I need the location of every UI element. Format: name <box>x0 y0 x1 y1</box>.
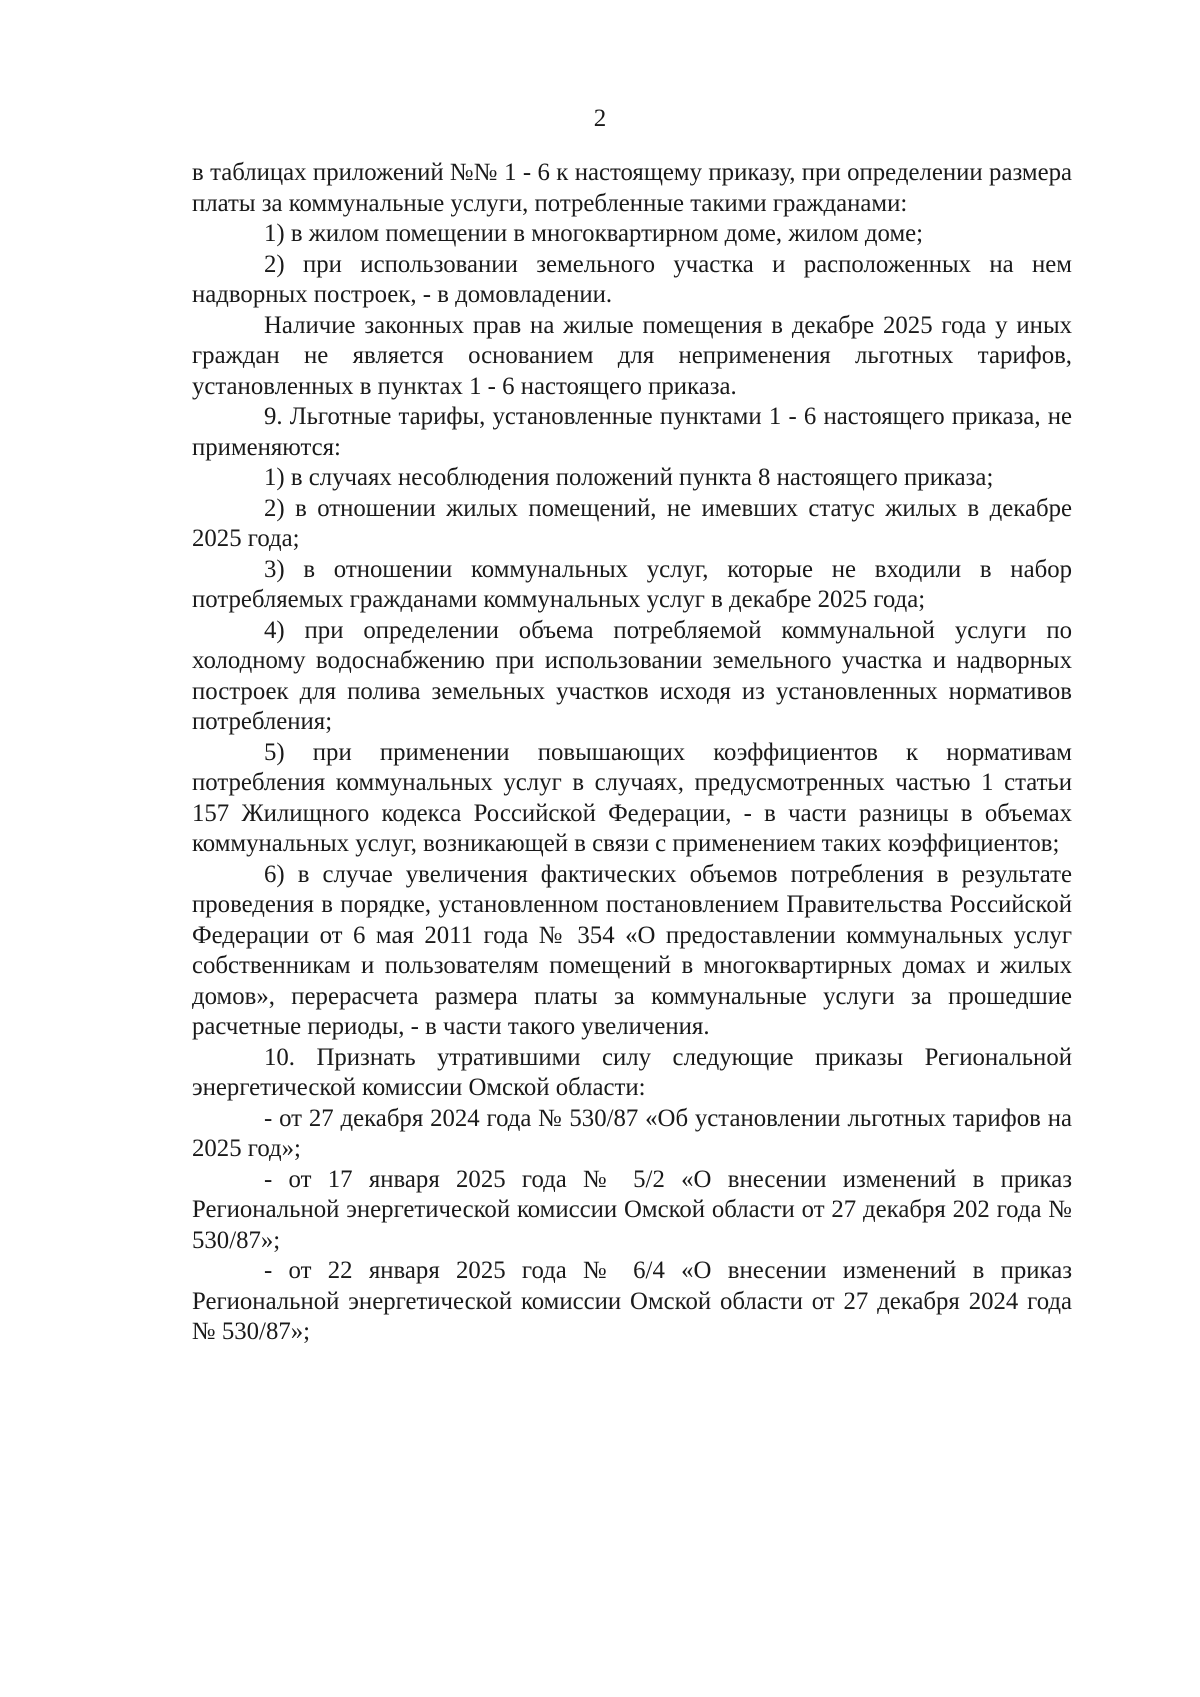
paragraph: - от 22 января 2025 года № 6/4 «О внесении изменений в приказ Региональной энергетической комиссии Омской области от 27 декабря 2024 года № 530/87»; <box>192 1257 1072 1345</box>
paragraph: 3) в отношении коммунальных услуг, которые не входили в набор потребляемых гражданами коммунальных услуг в декабре 2025 года; <box>192 555 1072 613</box>
paragraph: в таблицах приложений №№ 1 - 6 к настоящему приказу, при определении размера платы за коммунальные услуги, потребленные такими гражданами: <box>192 159 1072 217</box>
paragraph: - от 27 декабря 2024 года № 530/87 «Об установлении льготных тарифов на 2025 год»; <box>192 1104 1072 1162</box>
paragraph: 1) в жилом помещении в многоквартирном доме, жилом доме; <box>264 220 924 247</box>
paragraph: 2) в отношении жилых помещений, не имевших статус жилых в декабре 2025 года; <box>192 494 1072 552</box>
paragraph: 2) при использовании земельного участка и расположенных на нем надворных построек, - в домовладении. <box>192 250 1072 308</box>
paragraph: Наличие законных прав на жилые помещения в декабре 2025 года у иных граждан не является основанием для неприменения льготных тарифов, установленных в пунктах 1 - 6 настоящего приказа. <box>192 311 1072 400</box>
document-body <box>192 158 1072 1348</box>
paragraph: 6) в случае увеличения фактических объемов потребления в результате проведения в порядке, установленном постановлением Правительства Российской Федерации от 6 мая 2011 года № 354 «О предоставлении коммунальных услуг собственникам и пользователям помещений в многоквартирных домах и жилых домов», перерасчета размера платы за коммунальные услуги за прошедшие расчетные периоды, - в части такого увеличения. <box>192 860 1072 1040</box>
page-number: 2 <box>593 105 607 132</box>
paragraph: 4) при определении объема потребляемой коммунальной услуги по холодному водоснабжению при использовании земельного участка и надворных построек для полива земельных участков исходя из установленных нормативов потребления; <box>192 616 1072 735</box>
paragraph: 5) при применении повышающих коэффициентов к нормативам потребления коммунальных услуг в случаях, предусмотренных частью 1 статьи 157 Жилищного кодекса Российской Федерации, - в части разницы в объемах коммунальных услуг, возникающей в связи с применением таких коэффициентов; <box>192 738 1072 857</box>
paragraph: 10. Признать утратившими силу следующие приказы Региональной энергетической комиссии Омской области: <box>192 1043 1072 1101</box>
paragraph: 1) в случаях несоблюдения положений пункта 8 настоящего приказа; <box>264 464 994 491</box>
paragraph: 9. Льготные тарифы, установленные пунктами 1 - 6 настоящего приказа, не применяются: <box>192 403 1072 461</box>
paragraph: - от 17 января 2025 года № 5/2 «О внесении изменений в приказ Региональной энергетической комиссии Омской области от 27 декабря 202 года № 530/87»; <box>192 1165 1072 1254</box>
